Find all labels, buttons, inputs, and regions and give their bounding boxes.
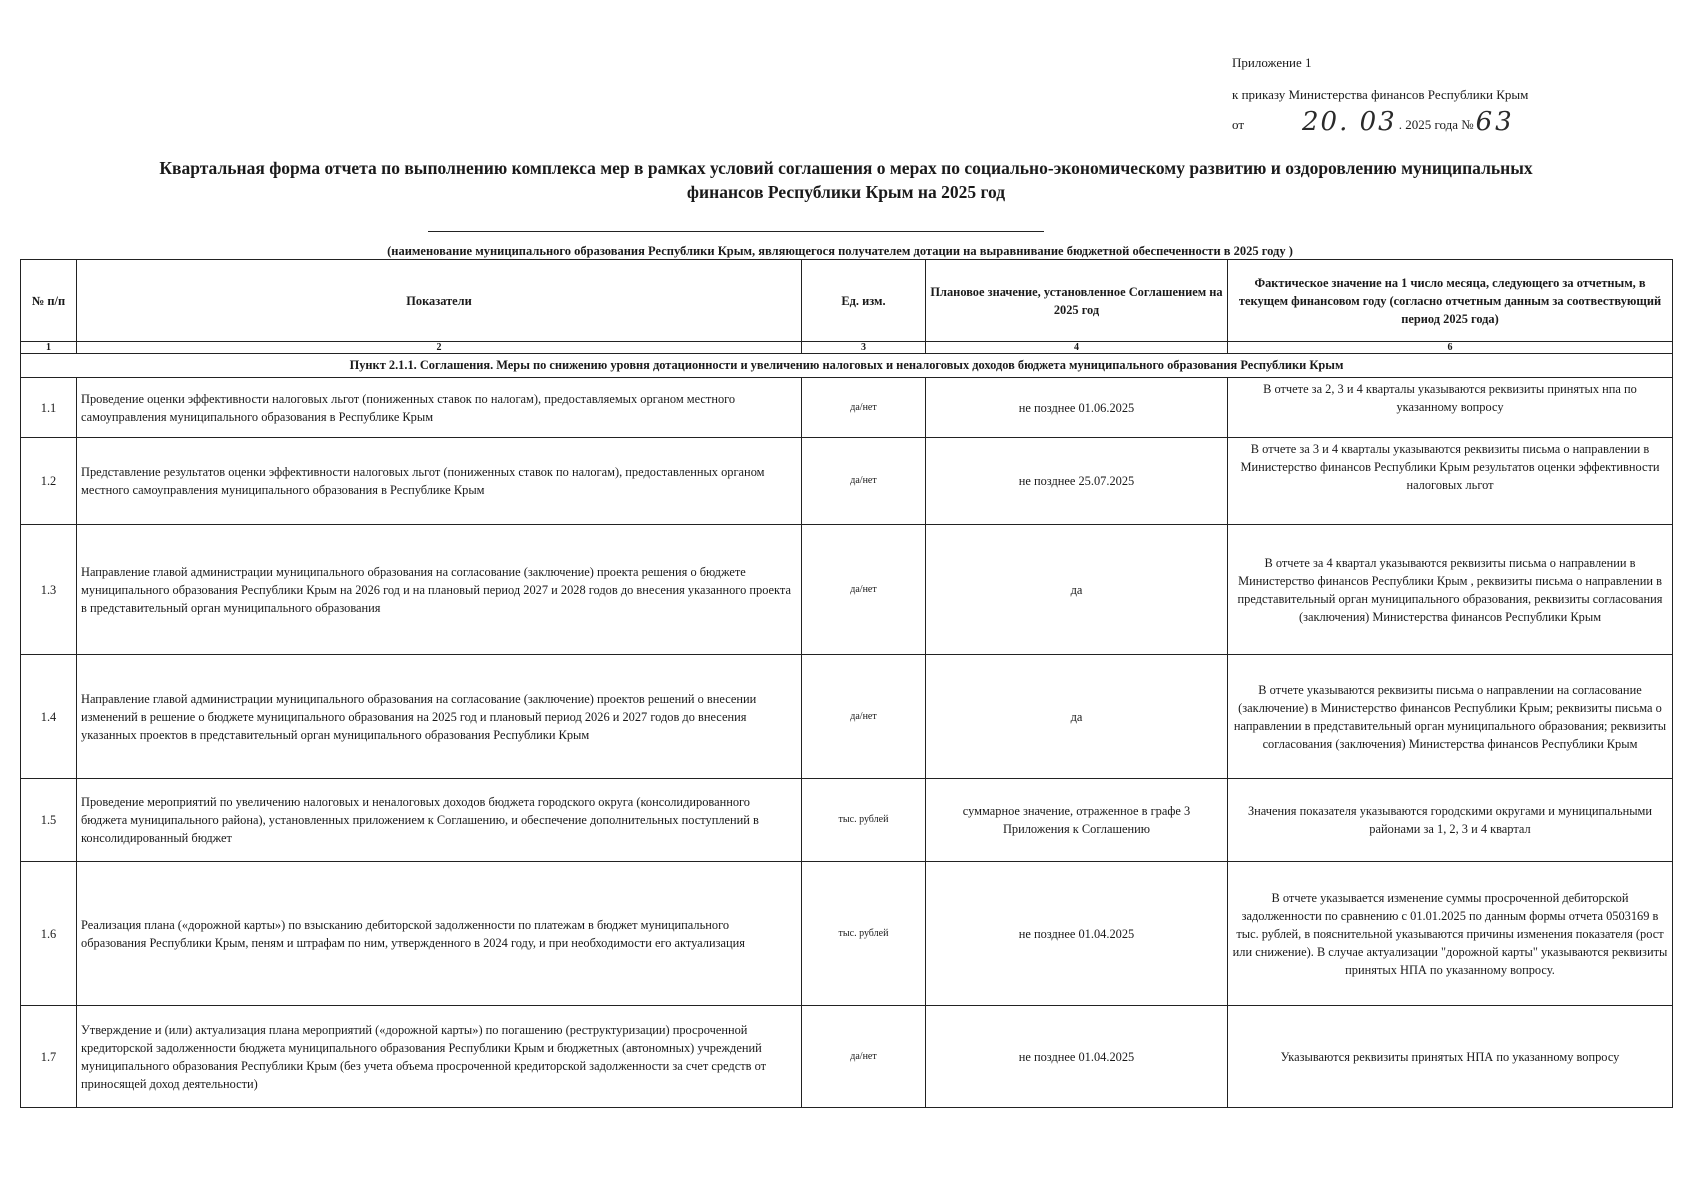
header-fact: Фактическое значение на 1 число месяца, следующего за отчетным, в текущем финансовом году (согласно отчетным данным за соотвествующий период 2025 года) — [1228, 260, 1673, 342]
row-indicator: Проведение мероприятий по увеличению налоговых и неналоговых доходов бюджета городского округа (консолидированного бюджета муниципального района), установленных приложением к Соглашению, и обеспечение дополнительных поступлений в консолидированный бюджет — [77, 779, 802, 862]
row-plan: не позднее 01.06.2025 — [926, 378, 1228, 438]
header-unit: Ед. изм. — [802, 260, 926, 342]
row-fact: Значения показателя указываются городскими округами и муниципальными районами за 1, 2, 3 и 4 квартал — [1228, 779, 1673, 862]
table-row — [21, 779, 1673, 862]
row-number: 1.7 — [21, 1006, 77, 1108]
section-heading: Пункт 2.1.1. Соглашения. Меры по снижению уровня дотационности и увеличению налоговых и неналоговых доходов бюджета муниципального образования Республики Крым — [21, 354, 1673, 378]
row-number: 1.4 — [21, 655, 77, 779]
appendix-year-label: . 2025 года № — [1398, 117, 1474, 132]
table-row — [21, 438, 1673, 525]
document-title — [20, 156, 1672, 204]
row-fact: В отчете за 2, 3 и 4 кварталы указываются реквизиты принятых нпа по указанному вопросу — [1228, 378, 1673, 438]
appendix-order-ref: к приказу Министерства финансов Республики Крым — [1232, 87, 1529, 102]
column-index: 1 — [21, 342, 77, 354]
section-row — [21, 354, 1673, 378]
row-indicator: Реализация плана («дорожной карты») по взысканию дебиторской задолженности по платежам в бюджет муниципального образования Республики Крым, пеням и штрафам по ним, утвержденного в 2024 году, и при необходимости его актуализация — [77, 862, 802, 1006]
appendix-block — [1232, 54, 1529, 137]
row-number: 1.6 — [21, 862, 77, 1006]
row-unit: да/нет — [802, 655, 926, 779]
handwritten-date: 20. 03 — [1302, 107, 1397, 137]
handwritten-order-number: 63 — [1475, 107, 1515, 137]
column-index: 6 — [1228, 342, 1673, 354]
row-unit: тыс. рублей — [802, 779, 926, 862]
row-fact: В отчете за 4 квартал указываются реквизиты письма о направлении в Министерство финансов Республики Крым , реквизиты письма о направлении в представительный орган муниципального образования, реквизиты согласования (заключения) Министерства финансов Республики Крым — [1228, 525, 1673, 655]
row-plan: не позднее 01.04.2025 — [926, 1006, 1228, 1108]
appendix-title: Приложение 1 — [1232, 55, 1312, 70]
header-plan: Плановое значение, установленное Соглашением на 2025 год — [926, 260, 1228, 342]
table-row — [21, 378, 1673, 438]
column-index: 3 — [802, 342, 926, 354]
municipality-name-field-line — [428, 231, 1044, 232]
table-row — [21, 862, 1673, 1006]
row-unit: да/нет — [802, 1006, 926, 1108]
row-number: 1.3 — [21, 525, 77, 655]
header-indicator: Показатели — [77, 260, 802, 342]
row-unit: да/нет — [802, 438, 926, 525]
appendix-date-line — [1232, 107, 1528, 137]
header-num: № п/п — [21, 260, 77, 342]
row-indicator: Утверждение и (или) актуализация плана мероприятий («дорожной карты») по погашению (реструктуризации) просроченной кредиторской задолженности бюджета муниципального образования Республики Крым и бюджетных (автономных) учреждений муниципального образования Республики Крым (без учета объема просроченной кредиторской задолженности за счет средств от приносящей доход деятельности) — [77, 1006, 802, 1108]
column-index: 4 — [926, 342, 1228, 354]
row-indicator: Проведение оценки эффективности налоговых льгот (пониженных ставок по налогам), предоставляемых органом местного самоуправления муниципального образования в Республике Крым — [77, 378, 802, 438]
row-number: 1.5 — [21, 779, 77, 862]
title-line-2: финансов Республики Крым на 2025 год — [686, 182, 1006, 202]
row-plan: суммарное значение, отраженное в графе 3 Приложения к Соглашению — [926, 779, 1228, 862]
row-plan: да — [926, 655, 1228, 779]
column-index: 2 — [77, 342, 802, 354]
row-unit: да/нет — [802, 525, 926, 655]
row-fact: Указываются реквизиты принятых НПА по указанному вопросу — [1228, 1006, 1673, 1108]
row-indicator: Направление главой администрации муниципального образования на согласование (заключение) проектов решений о внесении изменений в решение о бюджете муниципального образования на 2025 год и плановый период 2026 и 2027 годов до внесения указанных проектов в представительный орган муниципального образования Республики Крым — [77, 655, 802, 779]
row-fact: В отчете за 3 и 4 кварталы указываются реквизиты письма о направлении в Министерство финансов Республики Крым результатов оценки эффективности налоговых льгот — [1228, 438, 1673, 525]
row-number: 1.2 — [21, 438, 77, 525]
municipality-name-caption: (наименование муниципального образования Республики Крым, являющегося получателем дотации на выравнивание бюджетной обеспеченности в 2025 году ) — [387, 244, 1293, 258]
table-row — [21, 1006, 1673, 1108]
row-plan: не позднее 01.04.2025 — [926, 862, 1228, 1006]
appendix-from-label: от — [1232, 117, 1245, 132]
table-header-row — [21, 260, 1673, 342]
row-fact: В отчете указываются реквизиты письма о направлении на согласование (заключение) в Министерство финансов Республики Крым; реквизиты письма о направлении в представительный орган муниципального образования; реквизиты согласования (заключения) Министерства финансов Республики Крым — [1228, 655, 1673, 779]
title-line-1: Квартальная форма отчета по выполнению комплекса мер в рамках условий соглашения о мерах по социально-экономическому развитию и оздоровлению муниципальных — [159, 158, 1533, 178]
report-table — [20, 259, 1673, 1108]
row-plan: да — [926, 525, 1228, 655]
table-row — [21, 655, 1673, 779]
row-unit: тыс. рублей — [802, 862, 926, 1006]
column-index-row — [21, 342, 1673, 354]
row-fact: В отчете указывается изменение суммы просроченной дебиторской задолженности по сравнению с 01.01.2025 по данным формы отчета 0503169 в тыс. рублей, в пояснительной указываются причины изменения показателя (рост или снижение). В случае актуализации "дорожной карты" указываются реквизиты принятых НПА по указанному вопросу. — [1228, 862, 1673, 1006]
row-unit: да/нет — [802, 378, 926, 438]
row-plan: не позднее 25.07.2025 — [926, 438, 1228, 525]
row-number: 1.1 — [21, 378, 77, 438]
table-row — [21, 525, 1673, 655]
row-indicator: Представление результатов оценки эффективности налоговых льгот (пониженных ставок по налогам), предоставленных органом местного самоуправления муниципального образования в Республике Крым — [77, 438, 802, 525]
row-indicator: Направление главой администрации муниципального образования на согласование (заключение) проекта решения о бюджете муниципального образования Республики Крым на 2026 год и на плановый период 2027 и 2028 годов до внесения указанного проекта в представительный орган муниципального образования — [77, 525, 802, 655]
